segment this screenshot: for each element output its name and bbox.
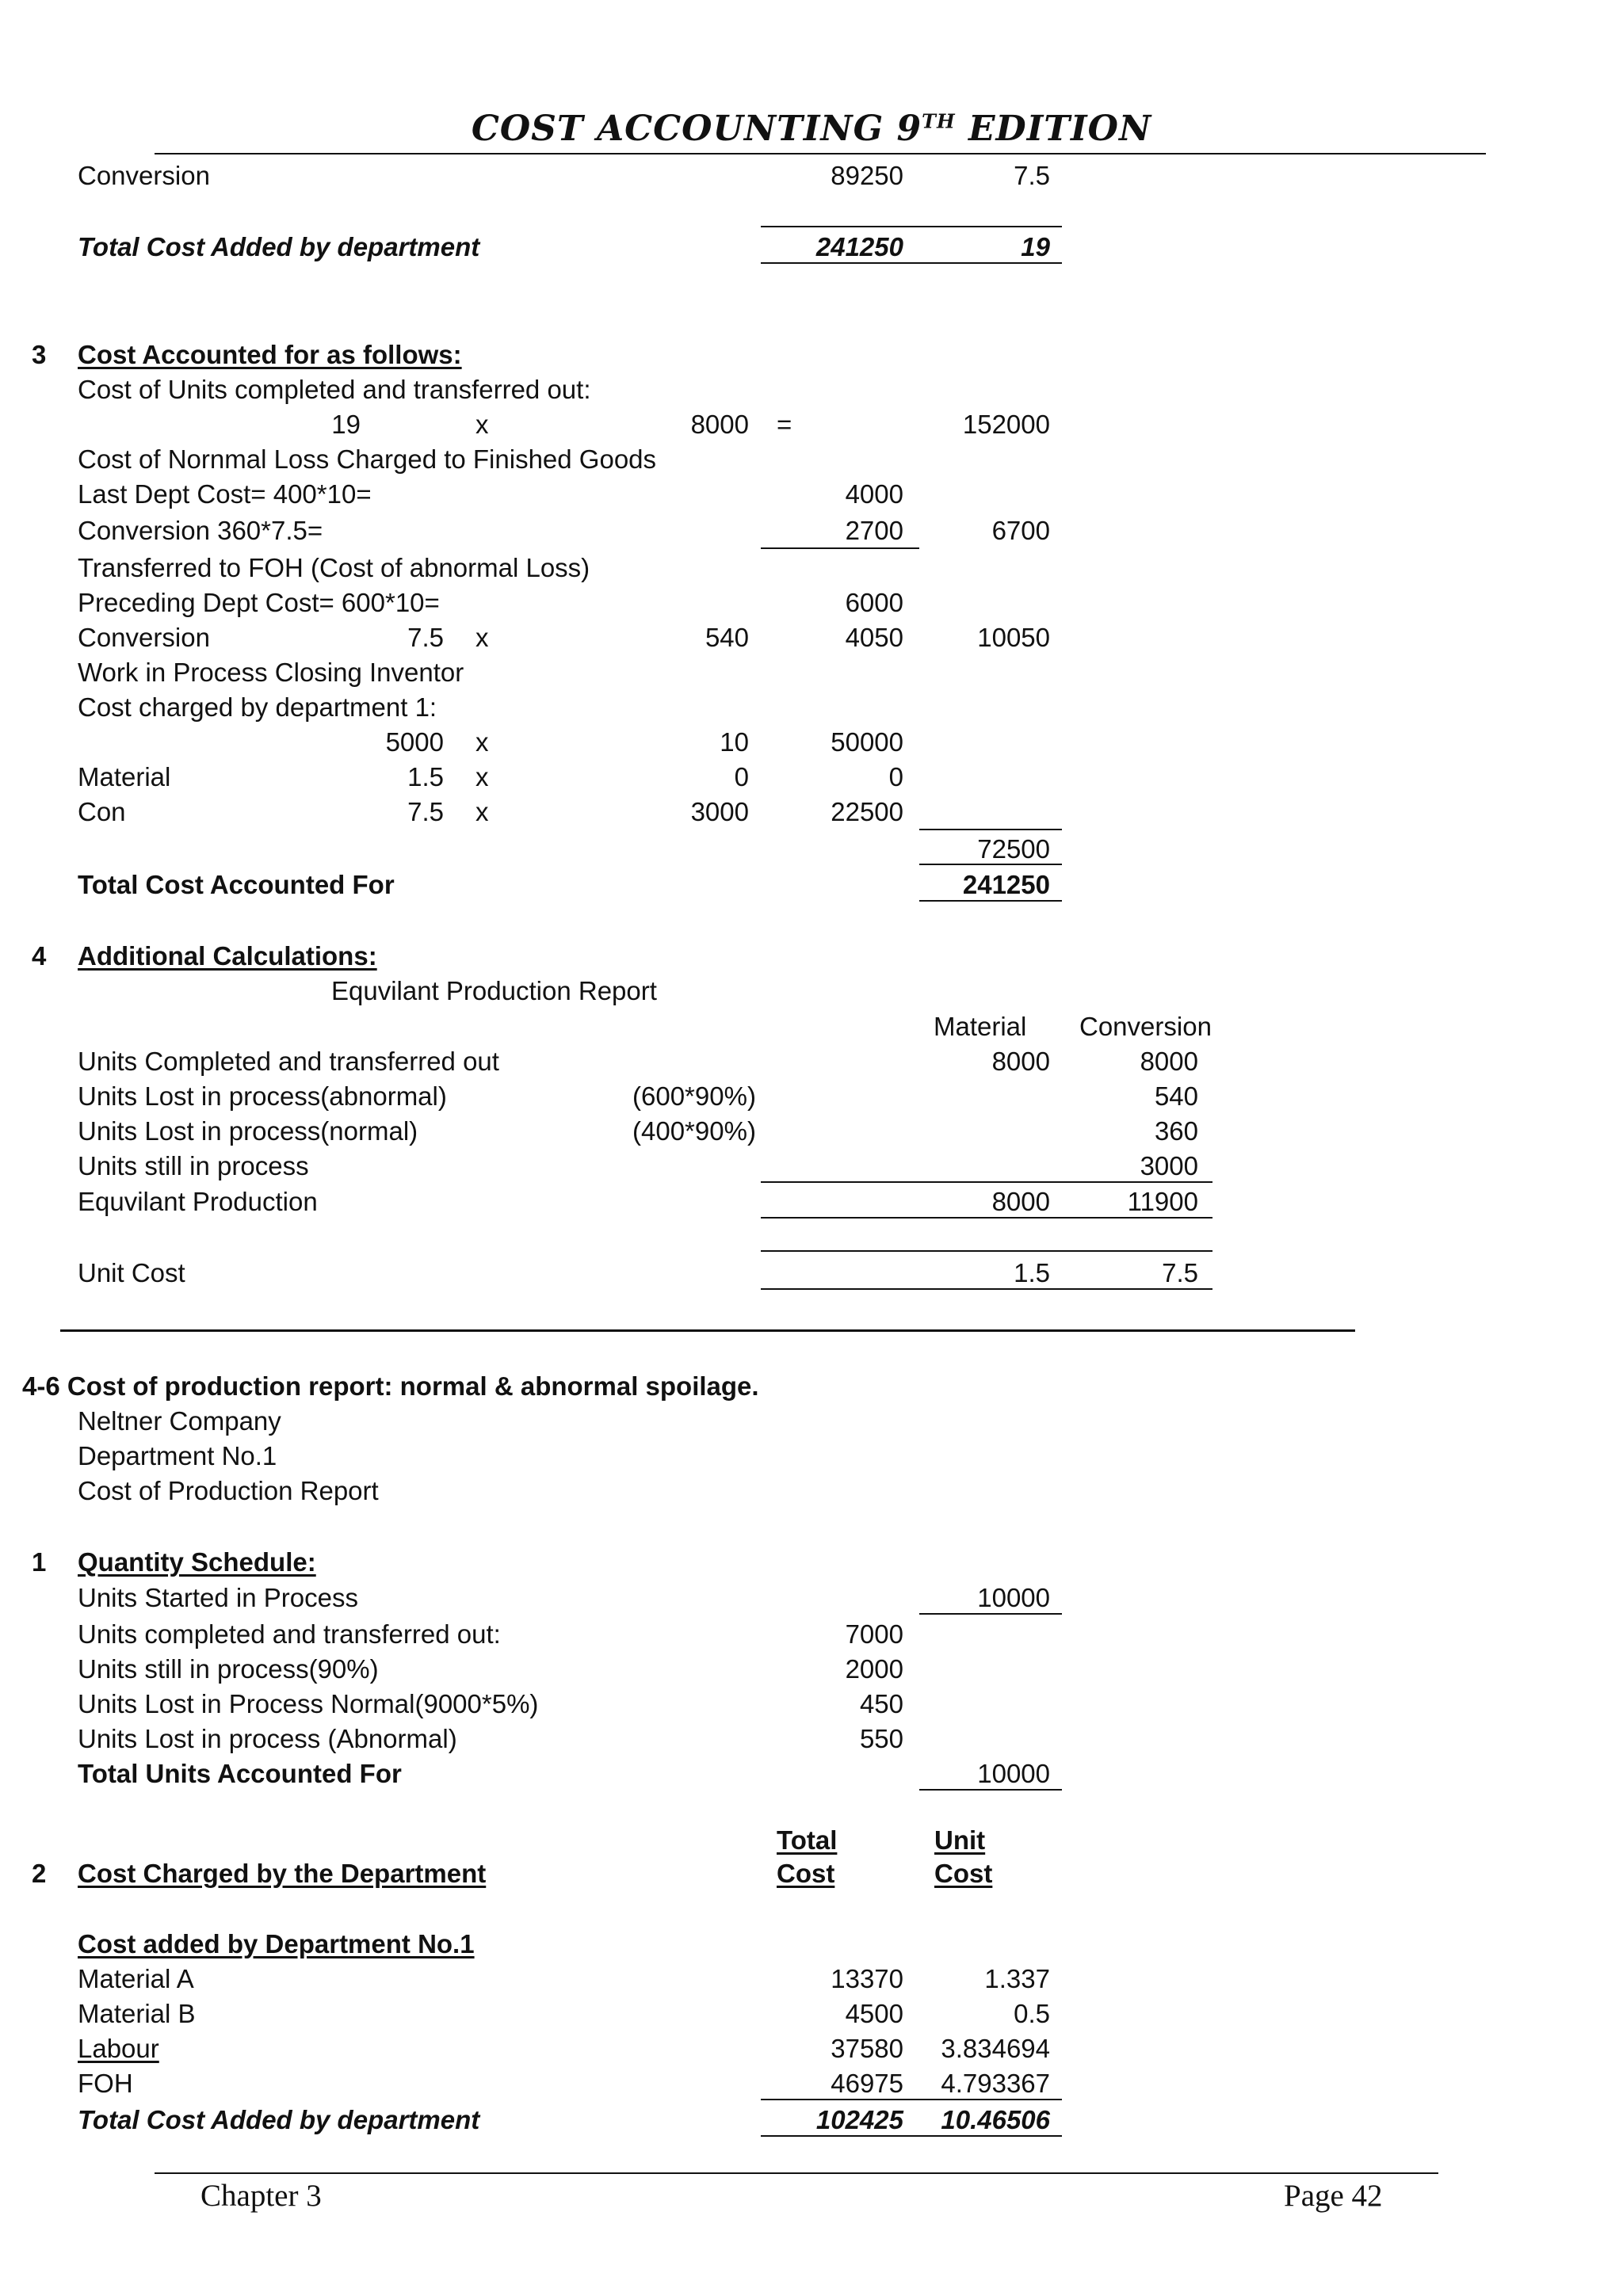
divider	[761, 226, 1062, 227]
dept1-multiply: x	[475, 727, 489, 757]
total-cost-added-label: Total Cost Added by department	[78, 232, 480, 261]
divider	[761, 547, 919, 549]
cost-row-total: 13370	[831, 1964, 903, 1993]
column-header-total-cost: Cost	[777, 1859, 835, 1888]
conversion-360-label: Conversion 360*7.5=	[78, 516, 323, 545]
cost-row-total: 4500	[845, 1999, 903, 2028]
header-rule	[155, 153, 1486, 154]
quantity-row-value: 450	[859, 1689, 903, 1718]
total-units-value: 10000	[977, 1759, 1050, 1788]
equivalent-row-label: Units Lost in process(normal)	[78, 1116, 418, 1146]
equivalent-row-label: Units Completed and transferred out	[78, 1047, 499, 1076]
total-accounted-value: 241250	[962, 870, 1050, 899]
problem-heading: 4-6 Cost of production report: normal & abnormal spoilage.	[22, 1371, 759, 1401]
total-cost-added-unit: 19	[1021, 232, 1050, 261]
equivalent-row-conversion: 540	[1154, 1081, 1198, 1111]
wip-material-rate: 1.5	[407, 762, 444, 791]
equivalent-row-label: Units still in process	[78, 1151, 309, 1180]
section-heading: Quantity Schedule:	[78, 1547, 316, 1577]
divider	[761, 2099, 1062, 2100]
cost-total-unit: 10.46506	[941, 2105, 1050, 2134]
cost-added-heading: Cost added by Department No.1	[78, 1929, 475, 1958]
wip-material-amount: 0	[888, 762, 903, 791]
quantity-row-label: Units completed and transferred out:	[78, 1619, 501, 1649]
divider	[919, 900, 1062, 902]
divider	[919, 829, 1062, 830]
divider	[761, 262, 1062, 264]
divider	[761, 1288, 1212, 1290]
conversion-unit: 7.5	[1014, 161, 1050, 190]
completed-label: Cost of Units completed and transferred out:	[78, 375, 591, 404]
section-heading: Additional Calculations:	[78, 941, 377, 971]
equivalent-row-conversion: 8000	[1140, 1047, 1198, 1076]
column-header-unit: Unit	[934, 1825, 986, 1855]
dept1-amount: 50000	[831, 727, 903, 757]
wip-con-amount: 22500	[831, 797, 903, 826]
wip-con-rate: 7.5	[407, 797, 444, 826]
cost-row-total: 46975	[831, 2069, 903, 2098]
section-number: 2	[32, 1859, 47, 1888]
charged-label: Cost charged by department 1:	[78, 692, 437, 722]
divider	[919, 1613, 1062, 1615]
wip-total: 72500	[977, 834, 1050, 864]
footer-rule	[155, 2172, 1438, 2174]
equivalent-row-note: (600*90%)	[632, 1081, 756, 1111]
units-started-label: Units Started in Process	[78, 1583, 358, 1612]
cost-row-unit: 1.337	[984, 1964, 1050, 1993]
section-heading: Cost Charged by the Department	[78, 1859, 487, 1888]
quantity-row-label: Units still in process(90%)	[78, 1654, 379, 1684]
abnormal-conversion-rate: 7.5	[407, 623, 444, 652]
header-title-superscript: TH	[922, 109, 956, 133]
unit-cost-material: 1.5	[1014, 1258, 1050, 1287]
normal-loss-label: Cost of Nornmal Loss Charged to Finished Goods	[78, 444, 657, 474]
header-title-edition: EDITION	[955, 109, 1152, 149]
cost-row-label: Labour	[78, 2034, 159, 2063]
quantity-row-label: Units Lost in process (Abnormal)	[78, 1724, 457, 1753]
wip-con-label: Con	[78, 797, 126, 826]
divider	[761, 2135, 1062, 2137]
cost-row-unit: 4.793367	[941, 2069, 1050, 2098]
last-dept-amount: 4000	[845, 479, 903, 509]
section-number: 3	[32, 340, 47, 369]
equivalent-production-conversion: 11900	[1127, 1187, 1198, 1216]
divider	[919, 864, 1062, 865]
quantity-row-value: 7000	[845, 1619, 903, 1649]
column-header-unit-cost: Cost	[934, 1859, 993, 1888]
quantity-row-value: 550	[859, 1724, 903, 1753]
department-name: Department No.1	[78, 1441, 277, 1470]
divider	[761, 1250, 1212, 1252]
preceding-dept-amount: 6000	[845, 588, 903, 617]
section-heading: Cost Accounted for as follows:	[78, 340, 462, 369]
column-header-total: Total	[777, 1825, 838, 1855]
total-accounted-label: Total Cost Accounted For	[78, 870, 395, 899]
equivalent-report-title: Equvilant Production Report	[331, 976, 657, 1005]
section-separator	[60, 1329, 1355, 1332]
wip-label: Work in Process Closing Inventor	[78, 658, 464, 687]
equivalent-production-label: Equvilant Production	[78, 1187, 318, 1216]
total-cost-added-total: 241250	[815, 232, 903, 261]
unit-cost-conversion: 7.5	[1162, 1258, 1198, 1287]
preceding-dept-label: Preceding Dept Cost= 600*10=	[78, 588, 440, 617]
completed-rate: 19	[331, 410, 361, 439]
equivalent-row-note: (400*90%)	[632, 1116, 756, 1146]
wip-material-units: 0	[734, 762, 749, 791]
section-number: 1	[32, 1547, 47, 1577]
cost-row-label: Material A	[78, 1964, 194, 1993]
section-number: 4	[32, 941, 47, 971]
cost-row-label: FOH	[78, 2069, 133, 2098]
abnormal-amount: 4050	[845, 623, 903, 652]
completed-units: 8000	[690, 410, 749, 439]
conversion-total: 89250	[831, 161, 903, 190]
abnormal-conversion-label: Conversion	[78, 623, 210, 652]
conversion-label: Conversion	[78, 161, 210, 190]
divider	[919, 1789, 1062, 1791]
wip-con-multiply: x	[475, 797, 489, 826]
abnormal-units: 540	[705, 623, 749, 652]
wip-material-multiply: x	[475, 762, 489, 791]
divider	[761, 1217, 1212, 1219]
foh-label: Transferred to FOH (Cost of abnormal Loss)	[78, 553, 590, 582]
footer-page-number: Page 42	[1284, 2179, 1383, 2213]
wip-con-units: 3000	[690, 797, 749, 826]
company-name: Neltner Company	[78, 1406, 281, 1436]
equivalent-row-material: 8000	[991, 1047, 1050, 1076]
cost-total-label: Total Cost Added by department	[78, 2105, 480, 2134]
conversion-360-amount: 2700	[845, 516, 903, 545]
equivalent-row-conversion: 360	[1154, 1116, 1198, 1146]
footer-chapter: Chapter 3	[200, 2179, 322, 2213]
abnormal-total: 10050	[977, 623, 1050, 652]
column-header-conversion: Conversion	[1079, 1012, 1212, 1041]
quantity-row-value: 2000	[845, 1654, 903, 1684]
completed-multiply: x	[475, 410, 489, 439]
cost-row-total: 37580	[831, 2034, 903, 2063]
dept1-rate: 10	[720, 727, 749, 757]
units-started-value: 10000	[977, 1583, 1050, 1612]
divider	[761, 1181, 1212, 1183]
page-header-title	[0, 109, 1623, 149]
equivalent-row-label: Units Lost in process(abnormal)	[78, 1081, 447, 1111]
cost-row-unit: 0.5	[1014, 1999, 1050, 2028]
completed-amount: 152000	[962, 410, 1050, 439]
completed-equals: =	[777, 410, 792, 439]
report-name: Cost of Production Report	[78, 1476, 379, 1505]
unit-cost-label: Unit Cost	[78, 1258, 185, 1287]
cost-row-unit: 3.834694	[941, 2034, 1050, 2063]
cost-total-total: 102425	[815, 2105, 903, 2134]
total-units-label: Total Units Accounted For	[78, 1759, 402, 1788]
dept1-units: 5000	[385, 727, 444, 757]
wip-material-label: Material	[78, 762, 171, 791]
last-dept-label: Last Dept Cost= 400*10=	[78, 479, 372, 509]
cost-row-label: Material B	[78, 1999, 196, 2028]
column-header-material: Material	[934, 1012, 1027, 1041]
abnormal-multiply: x	[475, 623, 489, 652]
quantity-row-label: Units Lost in Process Normal(9000*5%)	[78, 1689, 539, 1718]
header-title-text: COST ACCOUNTING 9	[471, 109, 922, 149]
equivalent-production-material: 8000	[991, 1187, 1050, 1216]
equivalent-row-conversion: 3000	[1140, 1151, 1198, 1180]
normal-loss-total: 6700	[991, 516, 1050, 545]
